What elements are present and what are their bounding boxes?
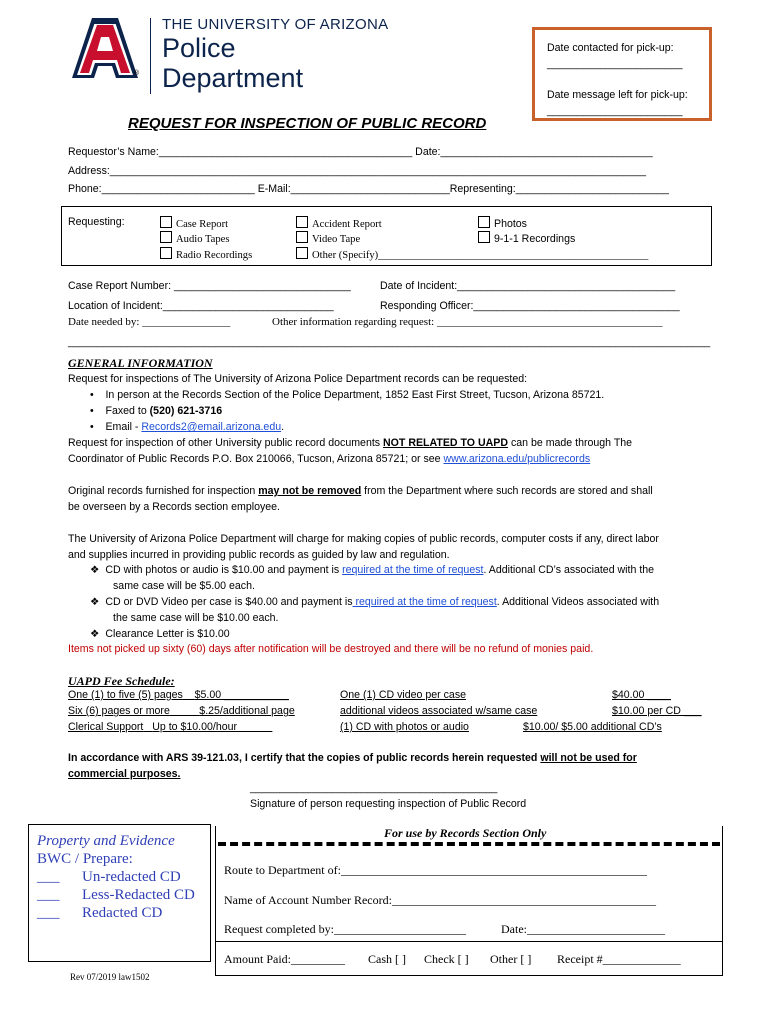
account-number-field[interactable]: Name of Account Number Record:____________________________________________ [224, 893, 656, 907]
email-link[interactable]: Records2@email.arizona.edu [141, 421, 282, 433]
records-divider [216, 941, 722, 942]
checkbox-audio-tapes[interactable] [160, 231, 230, 245]
checkbox-icon[interactable] [478, 231, 490, 243]
fee-right-row-1-item: One (1) CD video per case [340, 689, 467, 701]
checkbox-video-tape[interactable] [296, 231, 360, 245]
date-contacted-field[interactable]: _______________________ [547, 58, 683, 70]
fax-number: (520) 621-3716 [149, 405, 223, 417]
text-span: NOT RELATED TO UAPD [383, 437, 508, 449]
logo-divider [150, 18, 151, 94]
fee-right-row-1-price: $40.00 ____ [612, 689, 671, 701]
date-message-label: Date message left for pick-up: [547, 89, 688, 101]
unredacted-option[interactable] [37, 869, 181, 886]
text-span: can be made through The [508, 437, 633, 449]
check-blank[interactable]: ___ [37, 869, 60, 885]
text-span: Original records furnished for inspection [68, 485, 259, 497]
checkbox-accident-report[interactable] [296, 216, 382, 230]
phone-email-row[interactable]: Phone:__________________________ E-Mail:___________________________Representing:__________________________ [68, 183, 669, 195]
charge-text-line2: and supplies incurred in providing public records as guided by law and regulation. [68, 549, 450, 561]
other-info-field[interactable]: Other information regarding request: _________________________________________ [272, 316, 663, 328]
case-report-number-field[interactable]: Case Report Number: ______________________________ [68, 280, 351, 292]
option-label: Other (Specify)___________________________________________________ [312, 250, 649, 261]
responding-officer-field[interactable]: Responding Officer:___________________________________ [380, 300, 680, 312]
fee-price: $.25/additional page [199, 705, 295, 717]
fee-schedule-heading: UAPD Fee Schedule: [68, 674, 175, 688]
completed-date-field[interactable]: Date:_______________________ [501, 922, 665, 936]
text-span: . Additional Videos associated with [496, 596, 660, 608]
date-of-incident-field[interactable]: Date of Incident:_____________________________________ [380, 280, 676, 292]
fee-right-row-3-item: (1) CD with photos or audio [340, 721, 469, 733]
checkbox-icon[interactable] [296, 216, 308, 228]
bullet-text: Email - [105, 421, 142, 433]
checkbox-other-specify[interactable] [296, 247, 648, 261]
option-label: Less-Redacted CD [82, 887, 195, 903]
option-label: Case Report [176, 219, 229, 230]
checkbox-icon[interactable] [478, 216, 490, 228]
pickup-warning: Items not picked up sixty (60) days after notification will be destroyed and there will be no refund of monies paid. [68, 643, 594, 655]
address-row[interactable]: Address:___________________________________________________________________________________________ [68, 165, 646, 177]
bwc-prepare-label: BWC / Prepare: [37, 851, 133, 867]
check-blank[interactable]: ___ [37, 887, 60, 903]
text-span: CD or DVD Video per case is $40.00 and payment is [105, 596, 353, 608]
option-label: Audio Tapes [176, 234, 230, 245]
fee-item: One (1) to five (5) pages [68, 689, 183, 701]
dept-line2: Department [162, 63, 304, 93]
bullet-in-person: • In person at the Records Section of the Police Department, 1852 East First Street, Tucson, Arizona 85721. [90, 389, 605, 401]
records-dashed-rule [218, 842, 720, 846]
bullet-text: In person at the Records Section of the Police Department, 1852 East First Street, Tucson, Arizona 85721. [105, 389, 605, 401]
fee-item-dvd-video [90, 596, 659, 608]
option-label: Accident Report [312, 219, 382, 230]
original-records-line1 [68, 485, 653, 497]
text-span: may not be removed [258, 485, 362, 497]
fee-item-dvd-video-cont: the same case will be $10.00 each. [113, 612, 279, 624]
records-heading: For use by Records Section Only [384, 826, 547, 840]
fee-right-row-2-item: additional videos associated w/same case [340, 705, 538, 717]
records-section-box [215, 826, 723, 976]
cash-checkbox[interactable]: Cash [ ] [368, 952, 406, 966]
checkbox-case-report[interactable] [160, 216, 228, 230]
date-message-field[interactable]: _______________________ [547, 105, 683, 117]
bullet-fax: • Faxed to (520) 621-3716 [90, 405, 223, 417]
diamond-bullet-icon: ❖ [90, 628, 100, 640]
checkbox-radio-recordings[interactable] [160, 247, 252, 261]
checkbox-icon[interactable] [296, 247, 308, 259]
logo [70, 16, 140, 82]
property-title: Property and Evidence [37, 833, 175, 849]
option-label: Video Tape [312, 234, 361, 245]
fee-right-row-2-price: $10.00 per CD ___ [612, 705, 702, 717]
requesting-label: Requesting: [68, 216, 125, 228]
checkbox-icon[interactable] [160, 216, 172, 228]
signature-label: Signature of person requesting inspection of Public Record [250, 798, 527, 810]
fee-price: Up to $10.00/hour [152, 721, 238, 733]
revision-footer: Rev 07/2019 law1502 [70, 972, 150, 982]
option-label: 9-1-1 Recordings [494, 233, 576, 245]
text-span: required at the time of request [352, 596, 497, 608]
date-needed-field[interactable]: Date needed by: ________________ [68, 316, 231, 328]
bullet-email: • Email - Records2@email.arizona.edu. [90, 421, 285, 433]
diamond-bullet-icon: ❖ [90, 564, 100, 576]
fee-item-cd-photos-cont: same case will be $5.00 each. [113, 580, 255, 592]
block-a-icon [70, 16, 140, 82]
text-span: Request for inspection of other University public record documents [68, 437, 384, 449]
fee-item: Six (6) pages or more [68, 705, 170, 717]
checkbox-911-recordings[interactable] [478, 231, 575, 245]
fee-left-row-1 [68, 689, 289, 701]
coordinator-text [68, 453, 590, 465]
general-info-heading: GENERAL INFORMATION [68, 356, 213, 370]
certify-line2: commercial purposes. [68, 768, 181, 780]
location-of-incident-field[interactable]: Location of Incident:_____________________________ [68, 300, 334, 312]
other-checkbox[interactable]: Other [ ] [490, 952, 532, 966]
text-span: CD with photos or audio is $10.00 and payment is [105, 564, 343, 576]
public-records-link[interactable]: www.arizona.edu/publicrecords [443, 453, 591, 465]
option-label: Photos [494, 218, 527, 230]
pickup-date-box [532, 27, 712, 121]
option-label: Redacted CD [82, 905, 163, 921]
diamond-bullet-icon: ❖ [90, 596, 100, 608]
text-span: . Additional CD’s associated with the [483, 564, 655, 576]
text-span: from the Department where such records are stored and shall [361, 485, 653, 497]
text-span: Coordinator of Public Records P.O. Box 210066, Tucson, Arizona 85721; or see [68, 453, 444, 465]
checkbox-icon[interactable] [296, 231, 308, 243]
charge-text-line1: The University of Arizona Police Department will charge for making copies of public records, computer costs if any, direct labor [68, 533, 659, 545]
fee-left-row-3 [68, 721, 272, 733]
amount-paid-field[interactable]: Amount Paid:_________ [224, 952, 346, 966]
university-name: THE UNIVERSITY OF ARIZONA [162, 16, 389, 33]
text-span: In accordance with ARS 39-121.03, I certify that the copies of public records herein requested [68, 752, 541, 764]
fee-price: $5.00 ___________ [194, 689, 289, 701]
other-info-continuation[interactable]: _____________________________________________________________________________________________________________ [68, 336, 711, 348]
route-to-dept-field[interactable]: Route to Department of:___________________________________________________ [224, 863, 647, 877]
logo-registered-mark: ® [134, 70, 140, 77]
check-blank[interactable]: ___ [37, 905, 60, 921]
requesting-box [61, 206, 712, 266]
option-label: Un-redacted CD [82, 869, 181, 885]
fee-left-row-2 [68, 705, 295, 717]
redacted-option[interactable] [37, 905, 162, 922]
fee-right-row-3-price: $10.00/ $5.00 additional CD’s [523, 721, 662, 733]
text-span: required at the time of request [342, 564, 484, 576]
bullet-text: . [281, 421, 285, 433]
checkbox-photos[interactable] [478, 216, 527, 230]
checkbox-icon[interactable] [160, 247, 172, 259]
checkbox-icon[interactable] [160, 231, 172, 243]
text-span: Clearance Letter is $10.00 [105, 628, 230, 640]
fee-item: Clerical Support [68, 721, 144, 733]
completed-by-field[interactable]: Request completed by:______________________ [224, 922, 466, 936]
property-evidence-box [28, 824, 211, 962]
receipt-number-field[interactable]: Receipt #_____________ [557, 952, 681, 966]
general-intro: Request for inspections of The University of Arizona Police Department records can be requested: [68, 373, 528, 385]
less-redacted-option[interactable] [37, 887, 195, 904]
original-records-line2: be overseen by a Records section employee. [68, 501, 280, 513]
other-records-text [68, 437, 632, 449]
check-checkbox[interactable]: Check [ ] [424, 952, 469, 966]
form-title: REQUEST FOR INSPECTION OF PUBLIC RECORD [128, 115, 487, 132]
requestor-name-row[interactable]: Requestor’s Name:___________________________________________ Date:____________________________________ [68, 146, 653, 158]
certify-line1 [68, 752, 637, 764]
fee-item-cd-photos [90, 564, 654, 576]
signature-field[interactable]: __________________________________________ [250, 782, 498, 794]
bullet-text: Faxed to [105, 405, 150, 417]
dept-line1: Police [162, 33, 236, 63]
date-contacted-label: Date contacted for pick-up: [547, 42, 674, 54]
fee-item-clearance [90, 628, 230, 640]
text-span: will not be used for [540, 752, 637, 764]
option-label: Radio Recordings [176, 250, 253, 261]
